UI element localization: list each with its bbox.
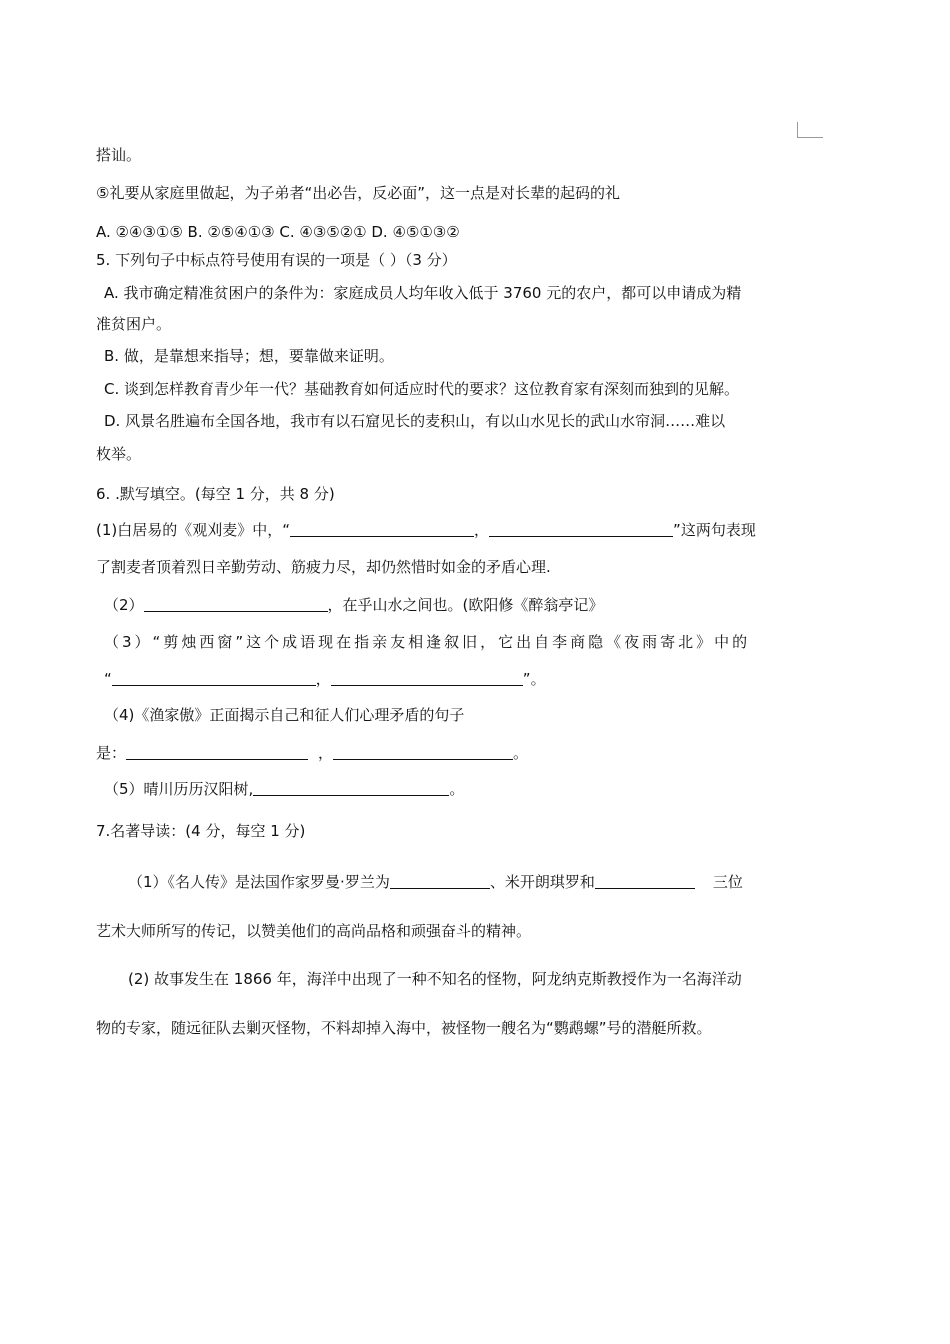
text: ，	[315, 670, 331, 688]
text-line: ⑤礼要从家庭里做起，为子弟者“出必告，反必面”，这一点是对长辈的起码的礼	[96, 184, 620, 202]
question-7-1	[128, 871, 743, 893]
answer-blank[interactable]	[595, 872, 695, 889]
text: 。	[513, 744, 529, 762]
question-7-2-cont: 物的专家，随远征队去剿灭怪物，不料却掉入海中，被怪物一艘名为“鹦鹉螺”号的潜艇所救。	[96, 1019, 712, 1037]
text: （2）	[104, 596, 144, 614]
option-5a-cont: 准贫困户。	[96, 315, 172, 333]
text: （1）《名人传》是法国作家罗曼·罗兰为	[128, 873, 390, 891]
text: ”这两句表现	[673, 521, 756, 539]
answer-blank[interactable]	[126, 743, 308, 760]
question-7-1-cont: 艺术大师所写的传记，以赞美他们的高尚品格和顽强奋斗的精神。	[96, 922, 532, 940]
answer-blank[interactable]	[112, 669, 316, 686]
question-6-title: 6. .默写填空。(每空 1 分，共 8 分)	[96, 485, 335, 503]
answer-blank[interactable]	[390, 872, 490, 889]
question-7-title: 7.名著导读：(4 分，每空 1 分)	[96, 822, 306, 840]
question-6-3-cont	[104, 668, 546, 690]
option-5d: D. 风景名胜遍布全国各地，我市有以石窟见长的麦积山，有以山水见长的武山水帘洞……难以	[104, 412, 726, 430]
option-5b: B. 做，是靠想来指导；想，要靠做来证明。	[104, 347, 394, 365]
page-corner-mark	[797, 122, 823, 138]
option-5d-cont: 枚举。	[96, 445, 142, 463]
question-6-5	[104, 778, 464, 800]
text: ，在乎山水之间也。(欧阳修《醉翁亭记》	[327, 596, 604, 614]
question-6-4-cont	[96, 742, 528, 764]
question-7-2: (2) 故事发生在 1866 年，海洋中出现了一种不知名的怪物，阿龙纳克斯教授作为一名海洋动	[128, 970, 742, 988]
text: ，	[474, 521, 490, 539]
text-line: 搭讪。	[96, 146, 142, 164]
answer-blank[interactable]	[144, 595, 328, 612]
text: （5）晴川历历汉阳树,	[104, 780, 254, 798]
text: “	[104, 670, 112, 688]
answer-blank[interactable]	[331, 669, 523, 686]
answer-blank[interactable]	[333, 743, 513, 760]
text: (1)白居易的《观刈麦》中，“	[96, 521, 291, 539]
question-6-3: （3）“剪烛西窗”这个成语现在指亲友相逢叙旧，它出自李商隐《夜雨寄北》中的	[104, 633, 751, 651]
option-5a: A. 我市确定精准贫困户的条件为：家庭成员人均年收入低于 3760 元的农户，都可以申请成为精	[104, 284, 742, 302]
question-6-4: （4)《渔家傲》正面揭示自己和征人们心理矛盾的句子	[104, 706, 465, 724]
text: 三位	[712, 873, 743, 891]
text: ，	[318, 744, 334, 762]
question-6-1-cont: 了割麦者顶着烈日辛勤劳动、筋疲力尽，却仍然惜时如金的矛盾心理.	[96, 558, 551, 576]
answer-options: A. ②④③①⑤ B. ②⑤④①③ C. ④③⑤②① D. ④⑤①③②	[96, 223, 460, 241]
question-5-title: 5. 下列句子中标点符号使用有误的一项是（ ）（3 分）	[96, 251, 457, 269]
question-6-2	[104, 594, 603, 616]
answer-blank[interactable]	[290, 520, 474, 537]
text: 、米开朗琪罗和	[489, 873, 595, 891]
answer-blank[interactable]	[489, 520, 673, 537]
text: ”。	[522, 670, 546, 688]
option-5c: C. 谈到怎样教育青少年一代？基础教育如何适应时代的要求？这位教育家有深刻而独到的见解。	[104, 380, 740, 398]
text: 是：	[96, 744, 127, 762]
question-6-1	[96, 519, 756, 541]
text: 。	[449, 780, 465, 798]
answer-blank[interactable]	[253, 779, 449, 796]
